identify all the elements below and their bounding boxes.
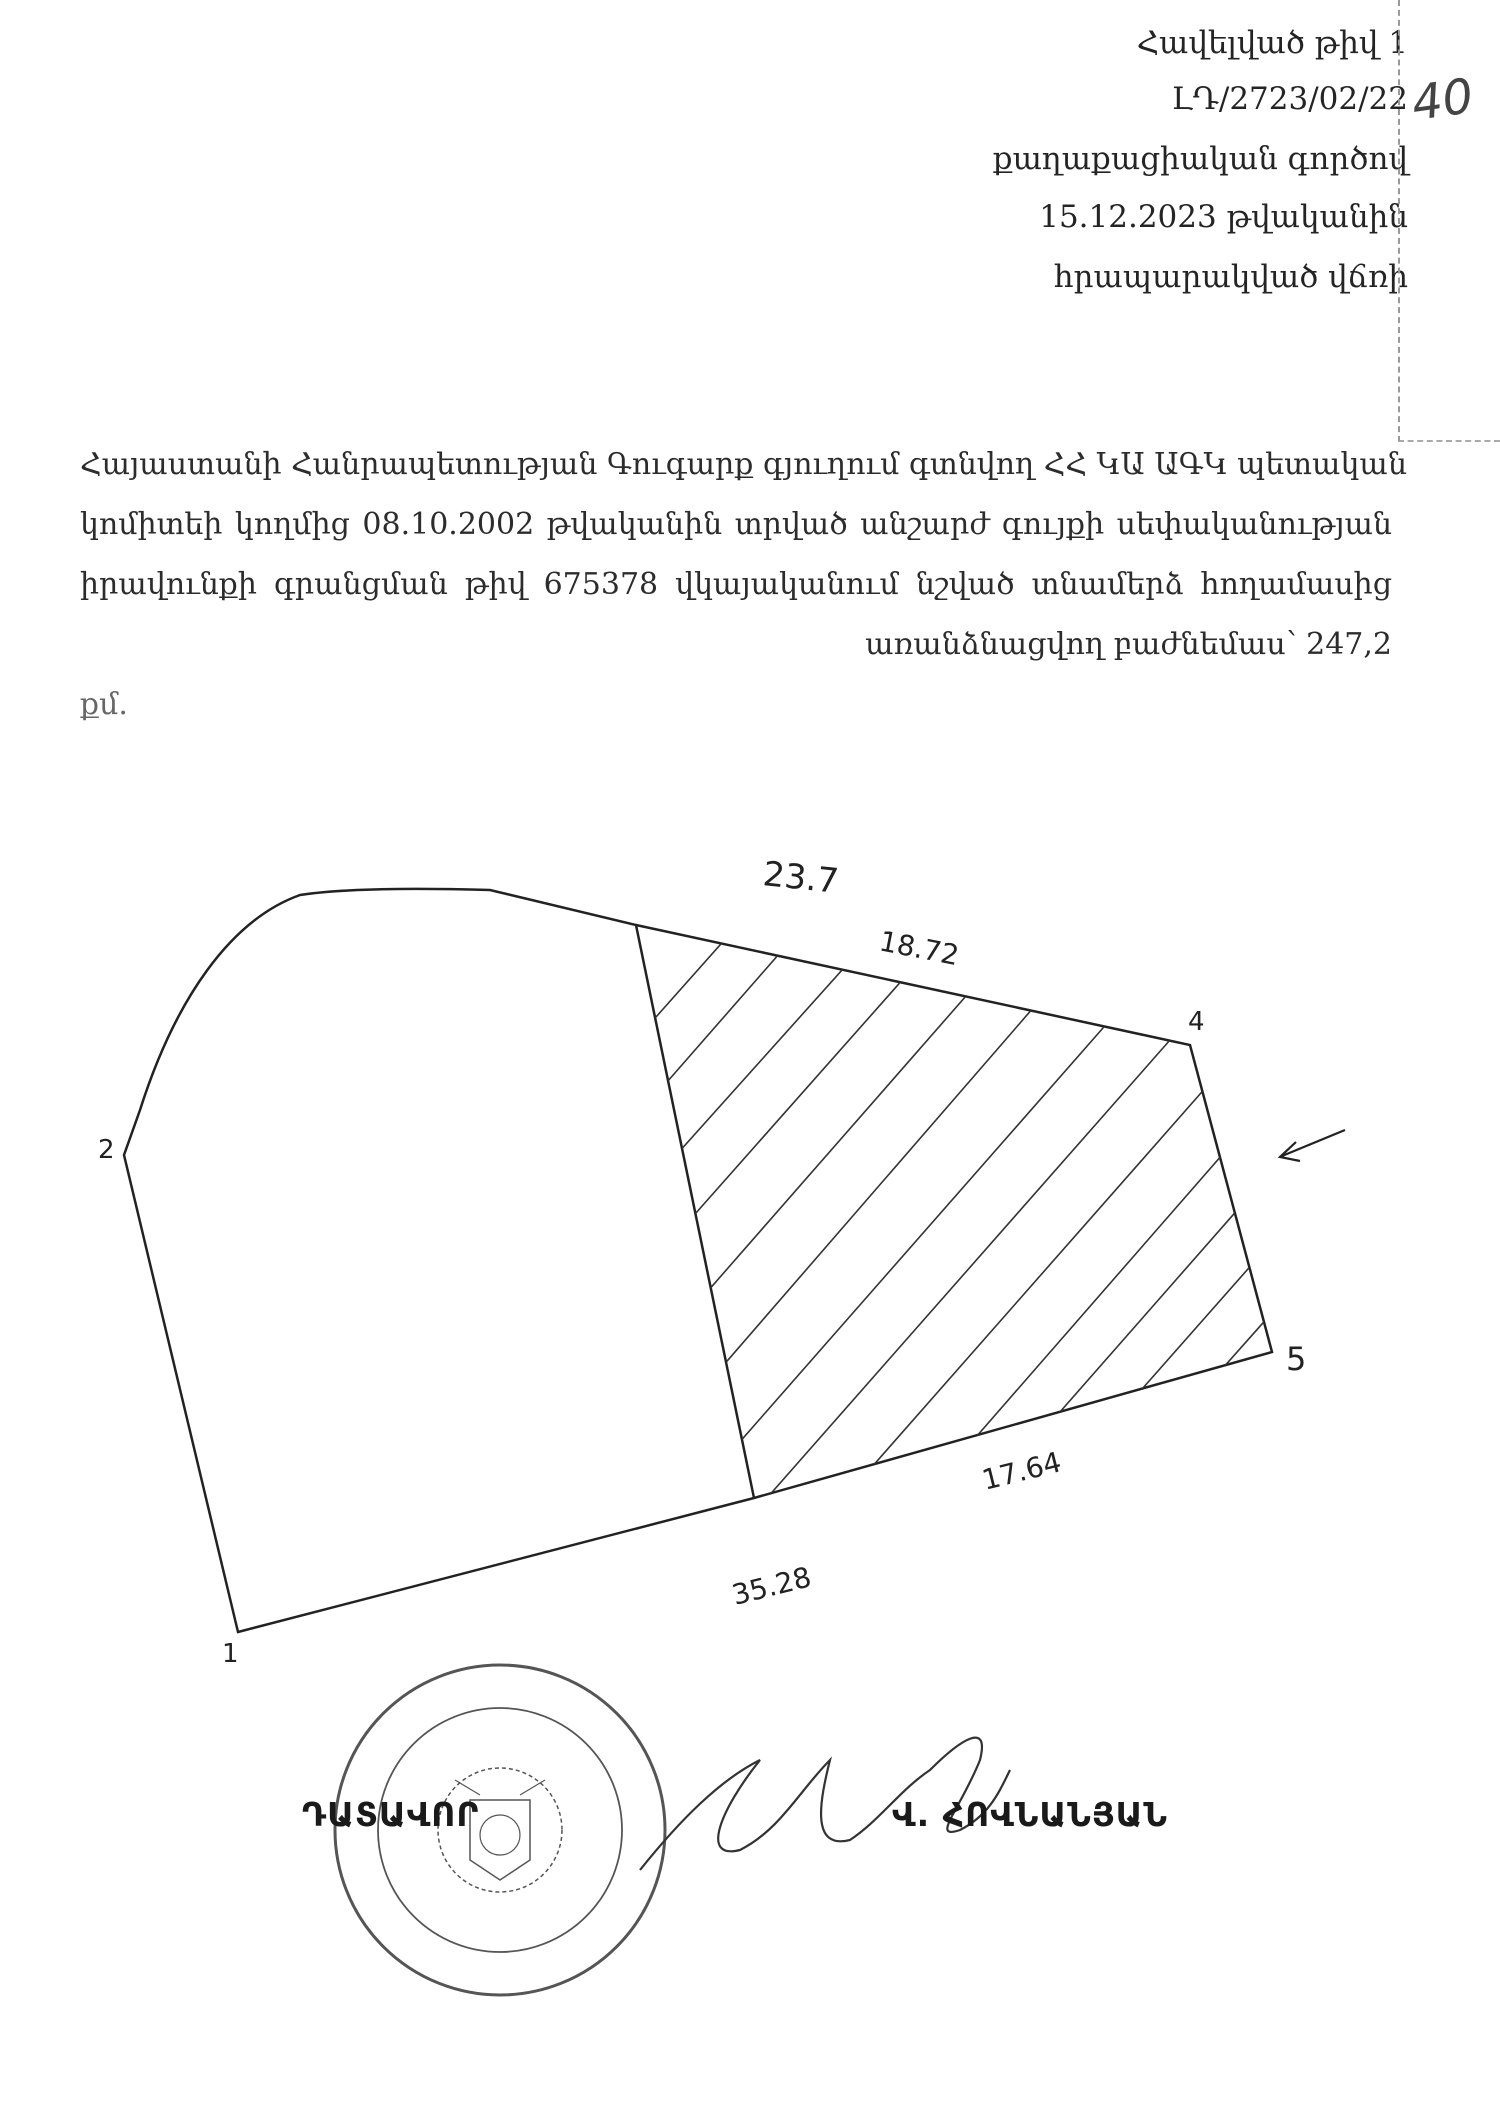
point-5-label: 5 bbox=[1286, 1340, 1307, 1378]
point-2-label: 2 bbox=[98, 1135, 115, 1165]
body-line-2: կոմիտեի կողմից 08.10.2002 թվականին տրված անշարժ գույքի սեփականության bbox=[80, 507, 1392, 542]
arrow-icon bbox=[1280, 1130, 1345, 1161]
top-total-length: 23.7 bbox=[761, 854, 841, 902]
case-type: քաղաքացիական գործով bbox=[992, 141, 1408, 177]
judgment-ref: հրապարակված վճռի bbox=[1053, 259, 1408, 295]
case-number: ԼԴ/2723/02/22 bbox=[1171, 81, 1408, 117]
bottom-total-length: 35.28 bbox=[728, 1560, 815, 1612]
body-line-4: առանձնացվող բաժնեմաս՝ 247,2 bbox=[865, 627, 1392, 662]
judge-name: Վ. ՀՈՎՆԱՆՅԱՆ bbox=[892, 1795, 1168, 1834]
bottom-segment-length: 17.64 bbox=[978, 1445, 1065, 1497]
annex-number: Հավելված թիվ 1 bbox=[1136, 25, 1408, 61]
judge-title: ԴԱՏԱՎՈՐ bbox=[302, 1795, 480, 1834]
handwritten-page-number: 40 bbox=[1408, 68, 1477, 132]
body-line-3: իրավունքի գրանցման թիվ 675378 վկայականում նշված տնամերձ հողամասից bbox=[80, 567, 1392, 602]
body-line-1: Հայաստանի Հանրապետության Գուգարք գյուղում գտնվող ՀՀ ԿԱ ԱԳԿ պետական bbox=[80, 447, 1407, 482]
point-4-label: 4 bbox=[1188, 1007, 1205, 1037]
judgment-date: 15.12.2023 թվականին bbox=[1039, 199, 1408, 235]
point-1-label: 1 bbox=[222, 1639, 239, 1669]
division-line bbox=[636, 925, 754, 1498]
body-line-5: քմ. bbox=[80, 687, 128, 722]
plot-outline bbox=[124, 889, 1272, 1632]
top-segment-length: 18.72 bbox=[876, 924, 962, 973]
